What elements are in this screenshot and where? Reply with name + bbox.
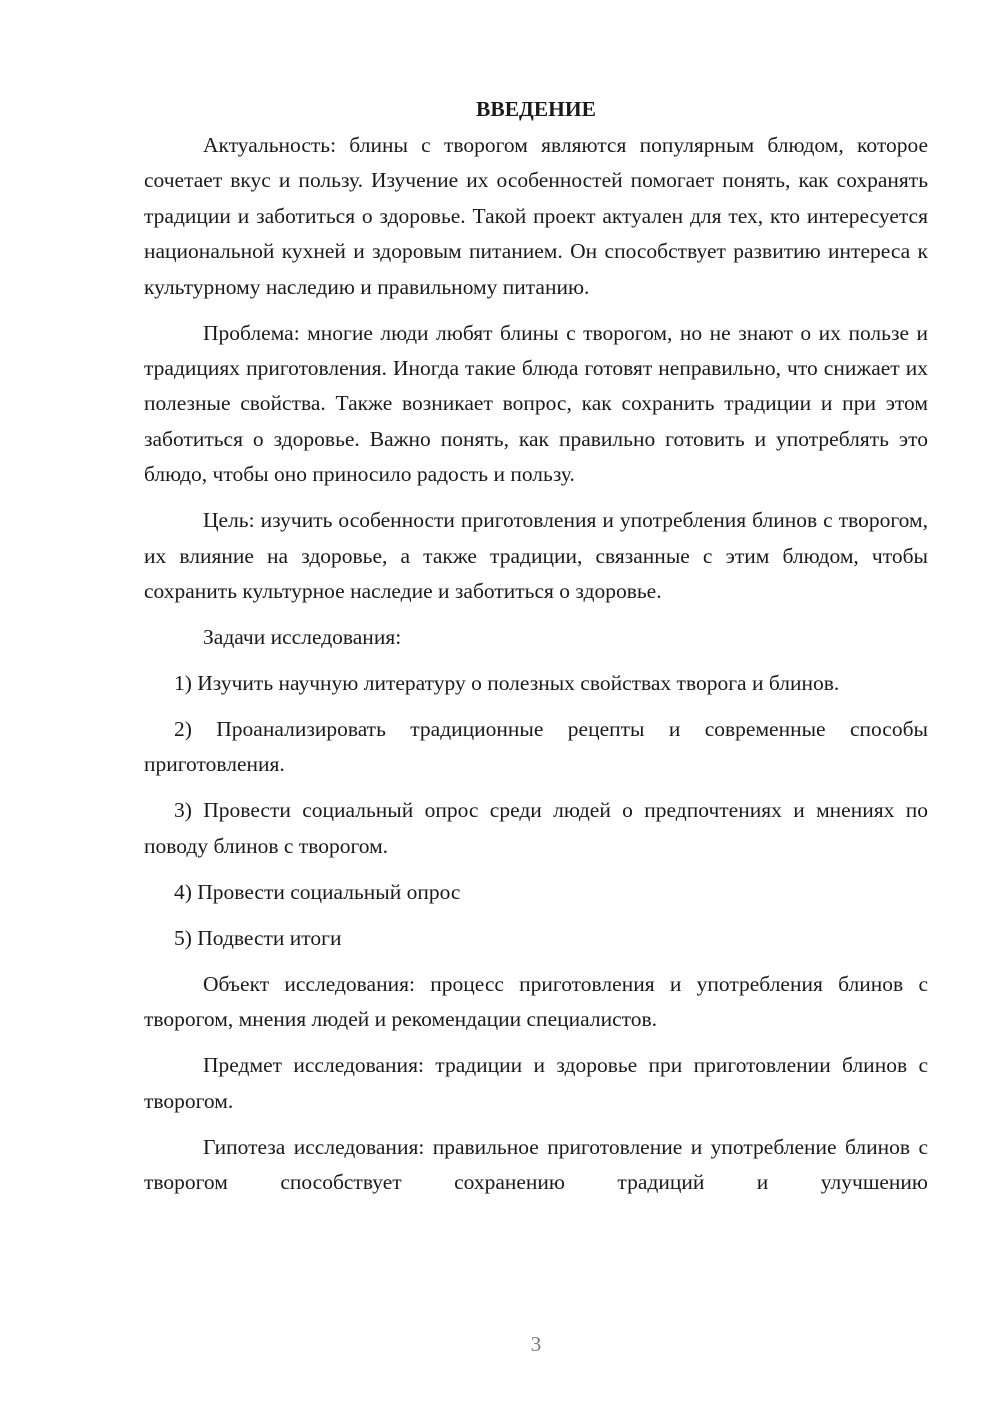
task-item-1: 1) Изучить научную литературу о полезных свойствах творога и блинов. — [174, 671, 840, 696]
object-paragraph: Объект исследования: процесс приготовления и употребления блинов с творогом, мнения людей и рекомендации специалистов. — [144, 971, 928, 1032]
goal-paragraph: Цель: изучить особенности приготовления и употребления блинов с творогом, их влияние на здоровье, а также традиции, связанные с этим блюдом, чтобы сохранить культурное наследие и заботиться о здоровье. — [144, 508, 928, 604]
relevance-paragraph: Актуальность: блины с творогом являются популярным блюдом, которое сочетает вкус и пользу. Изучение их особенностей помогает понять, как сохранять традиции и заботиться о здоровье. Такой проект актуален для тех, кто интересуется национальной кухней и здоровым питанием. Он способствует развитию интереса к культурному наследию и правильному питанию. — [144, 133, 928, 299]
tasks-heading: Задачи исследования: — [203, 625, 402, 650]
task-item-3: 3) Провести социальный опрос среди людей о предпочтениях и мнениях по поводу блинов с творогом. — [144, 798, 928, 858]
task-item-4: 4) Провести социальный опрос — [174, 879, 461, 904]
document-title: ВВЕДЕНИЕ — [476, 97, 596, 121]
problem-paragraph: Проблема: многие люди любят блины с творогом, но не знают о их пользе и традициях приготовления. Иногда такие блюда готовят неправильно, что снижает их полезные свойства. Также возникает вопрос, как сохранить традиции и при этом заботиться о здоровье. Важно понять, как правильно готовить и употреблять это блюдо, чтобы оно приносило радость и пользу. — [144, 320, 928, 487]
subject-paragraph: Предмет исследования: традиции и здоровье при приготовлении блинов с творогом. — [144, 1053, 928, 1113]
hypothesis-paragraph: Гипотеза исследования: правильное приготовление и употребление блинов с творогом способствует сохранению традиций и улучшению — [144, 1134, 928, 1195]
task-item-5: 5) Подвести итоги — [174, 925, 342, 950]
task-item-2: 2) Проанализировать традиционные рецепты и современные способы приготовления. — [144, 717, 928, 777]
document-page — [144, 92, 928, 1211]
page-number: 3 — [530, 1332, 542, 1356]
